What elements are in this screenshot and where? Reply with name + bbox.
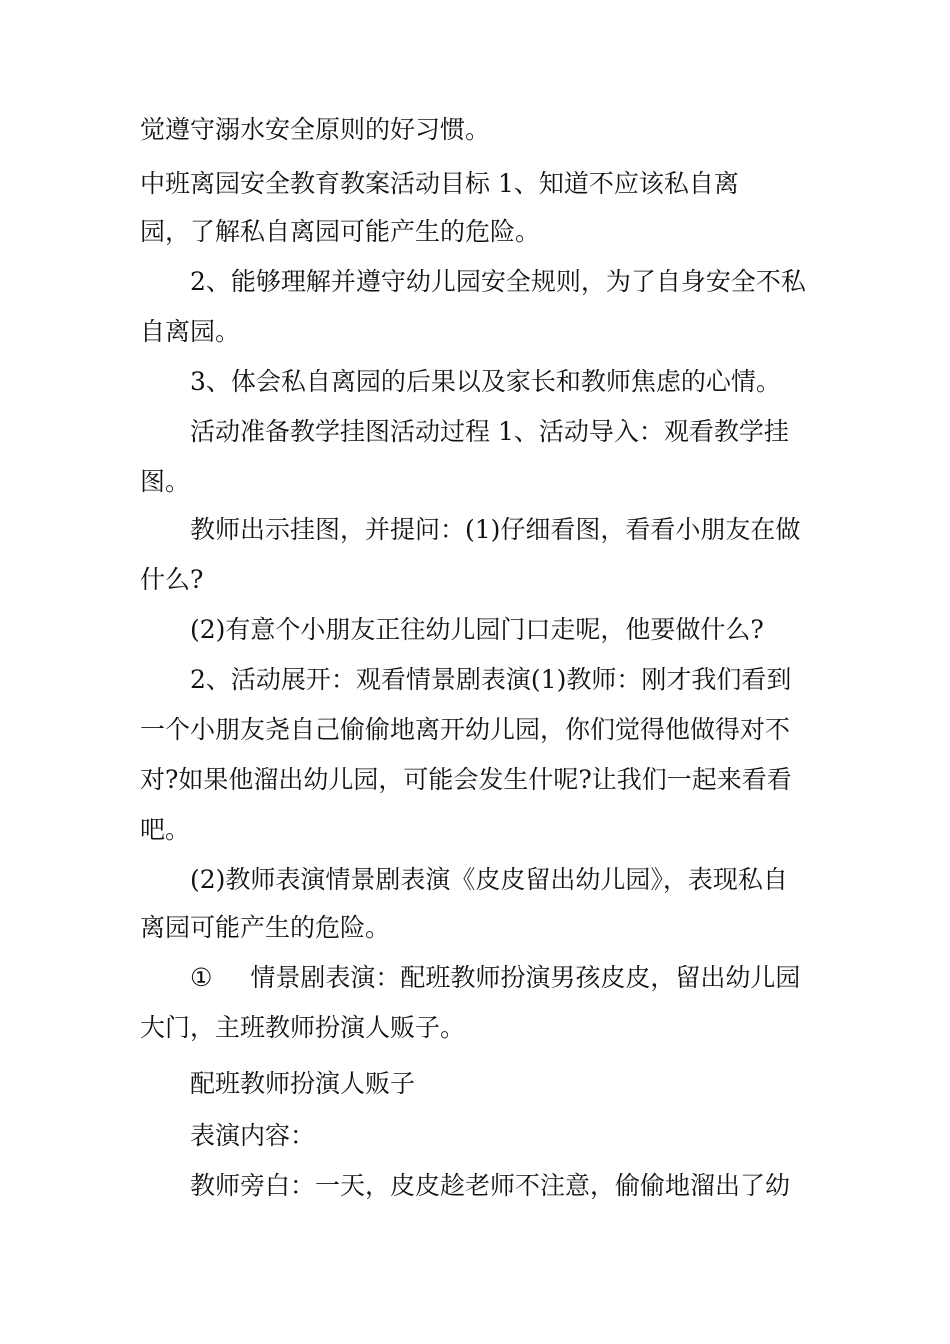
text-line: (2)教师表演情景剧表演《皮皮留出幼儿园》，表现私自 [190,865,788,894]
text-line-numbered [190,962,800,994]
text-line: 2、能够理解并遵守幼儿园安全规则，为了自身安全不私 [190,267,806,296]
text-line: 觉遵守溺水安全原则的好习惯。 [140,115,491,144]
text-line: 什么? [140,565,204,594]
text-line: 大门，主班教师扮演人贩子。 [140,1013,466,1042]
text-line: 2、活动展开：观看情景剧表演(1)教师：刚才我们看到 [190,665,792,694]
text-line: 中班离园安全教育教案活动目标 1、知道不应该私自离 [140,169,739,198]
text-line: 配班教师扮演人贩子 [190,1069,416,1098]
text-line: 一个小朋友尧自己偷偷地离开幼儿园，你们觉得他做得对不 [140,715,791,744]
text-line: 园，了解私自离园可能产生的危险。 [140,217,541,246]
text-line: 图。 [140,467,191,496]
text-segment: 情景剧表演：配班教师扮演男孩皮皮，留出幼儿园 [250,963,801,992]
text-line: 活动准备教学挂图活动过程 1、活动导入：观看教学挂 [190,417,789,446]
text-line: 3、体会私自离园的后果以及家长和教师焦虑的心情。 [190,367,781,396]
text-line: 教师旁白：一天，皮皮趁老师不注意，偷偷地溜出了幼 [190,1171,791,1200]
circled-number: ① [190,963,213,992]
text-line: (2)有意个小朋友正往幼儿园门口走呢，他要做什么? [190,615,764,644]
text-line: 表演内容： [190,1121,316,1150]
text-line: 吧。 [140,815,191,844]
text-line: 对?如果他溜出幼儿园，可能会发生什呢?让我们一起来看看 [140,765,792,794]
text-line: 教师出示挂图，并提问：(1)仔细看图，看看小朋友在做 [190,515,801,544]
text-line: 自离园。 [140,317,241,346]
text-line: 离园可能产生的危险。 [140,913,391,942]
